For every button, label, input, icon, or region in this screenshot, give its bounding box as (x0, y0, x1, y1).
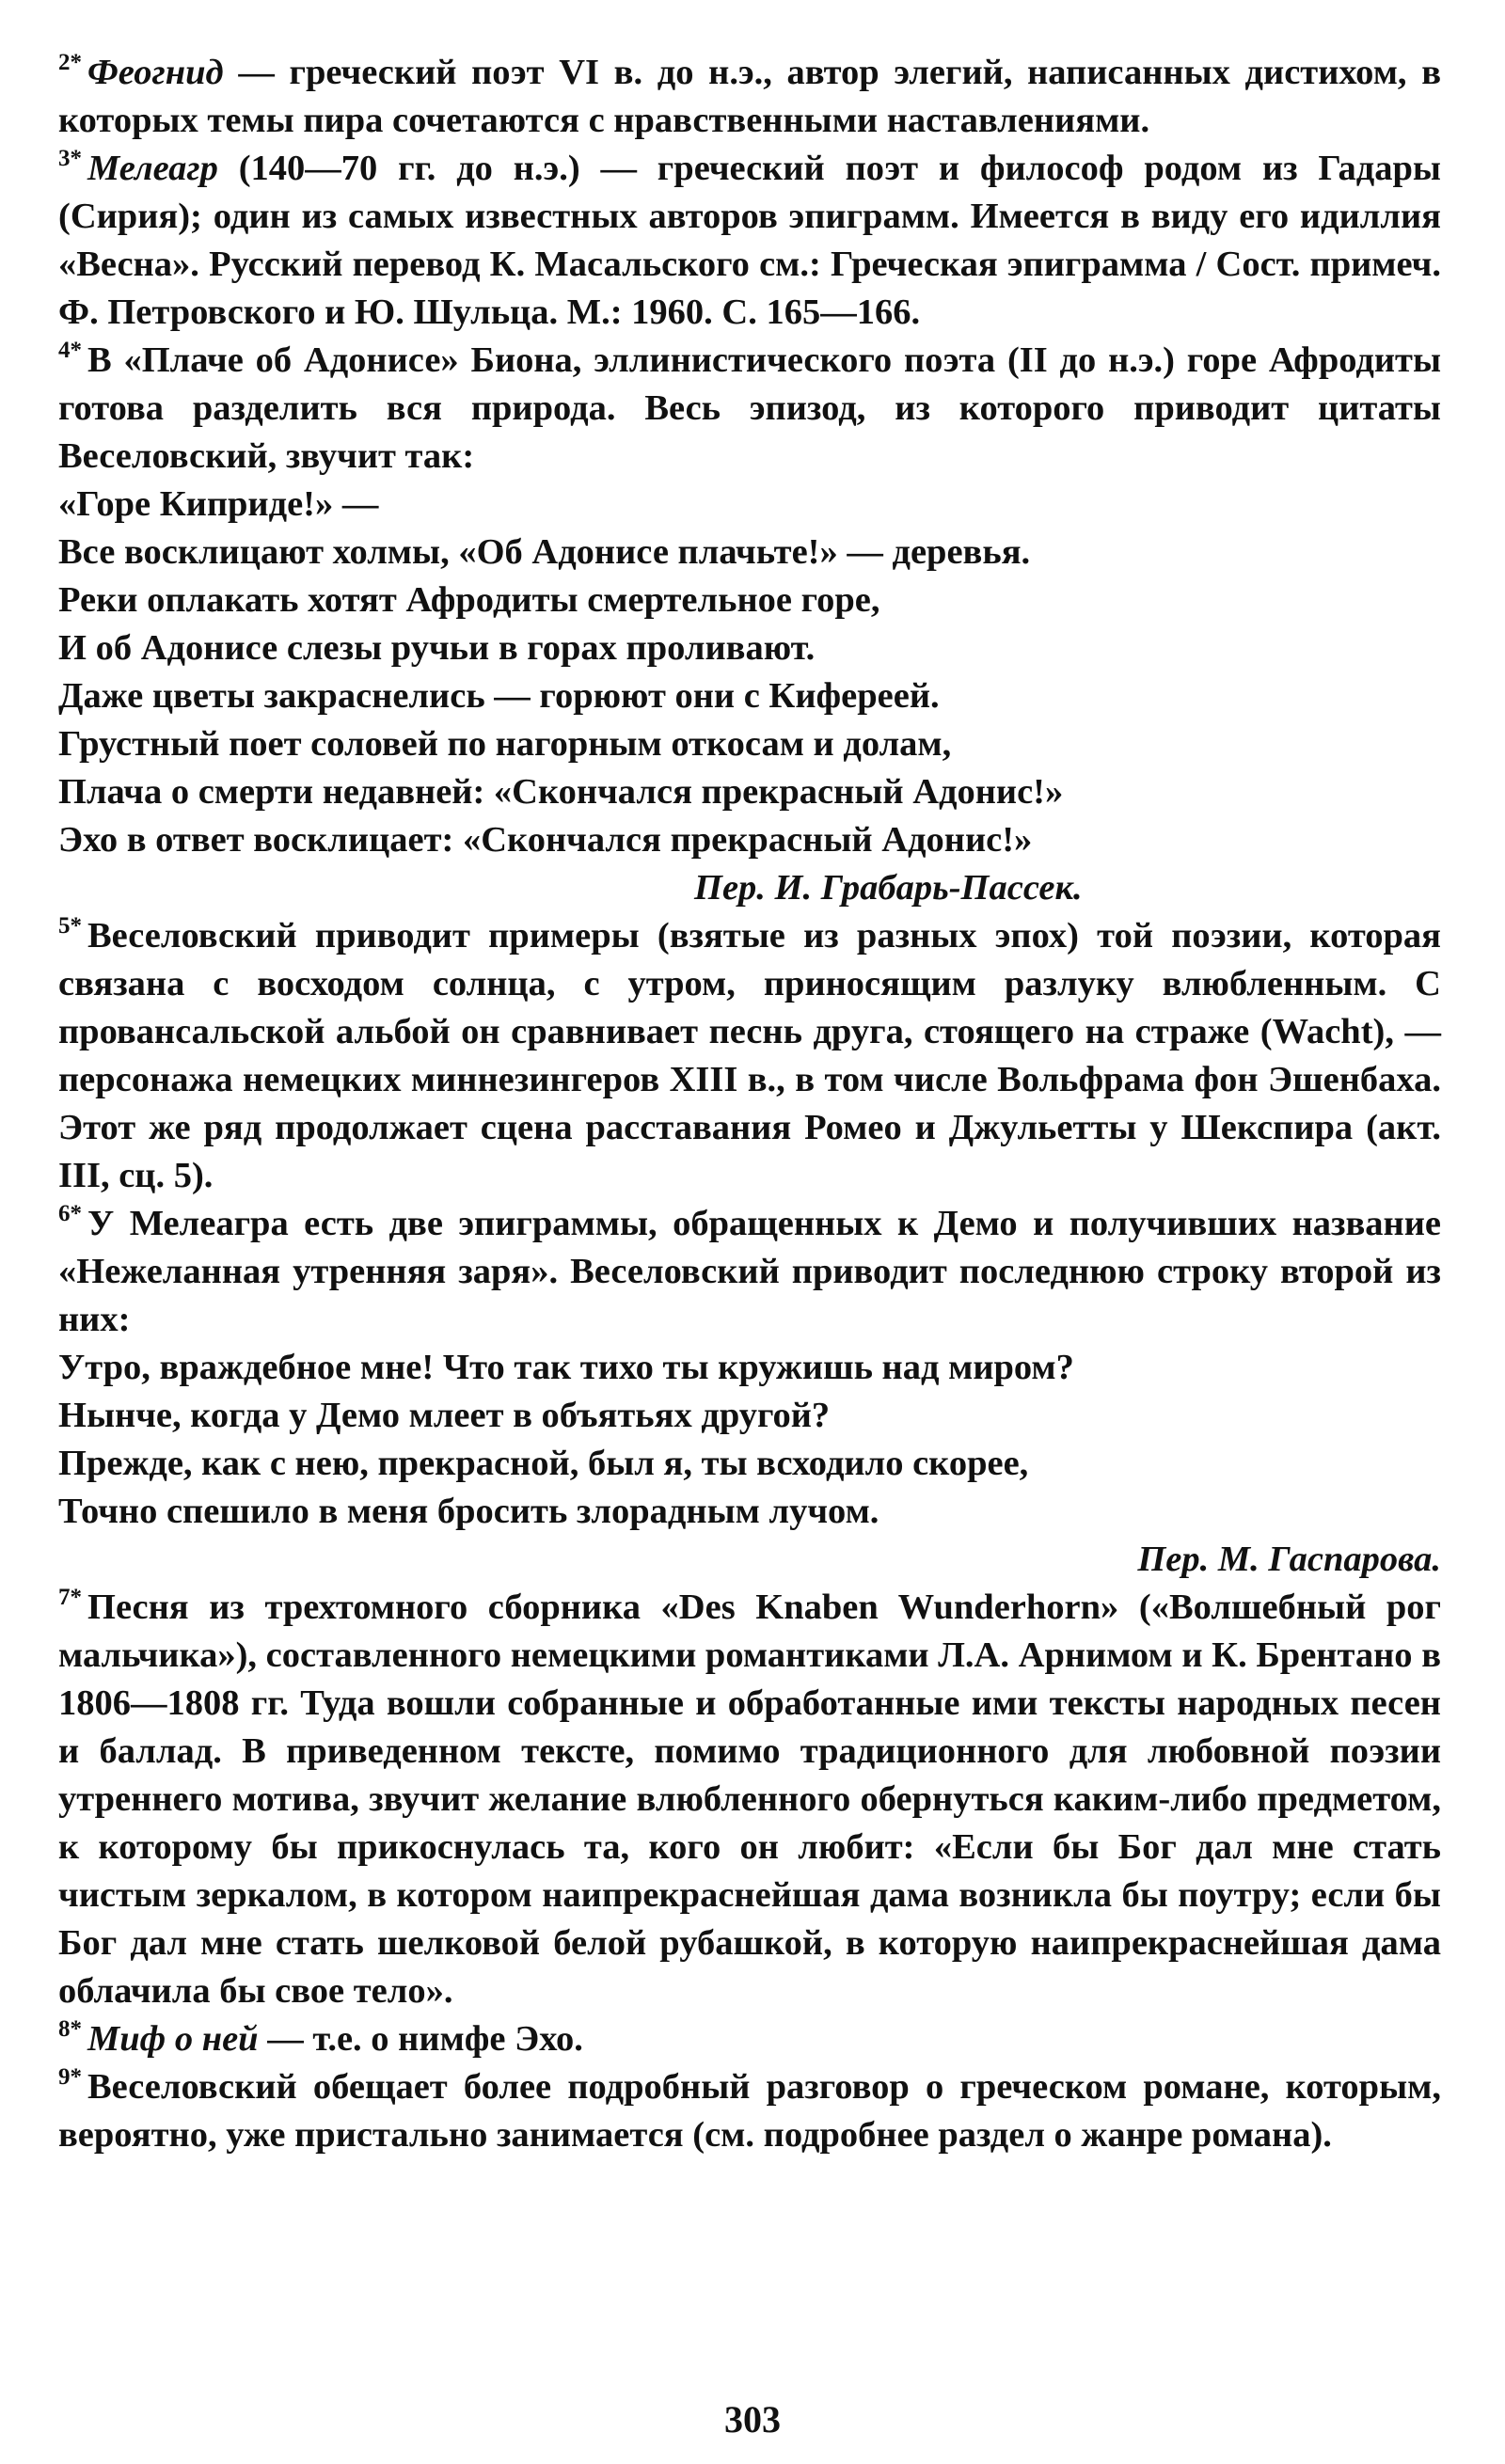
footnote-7 (58, 1584, 1441, 2015)
footnote-term: Миф о ней (87, 2019, 259, 2059)
footnote-text: Песня из трехтомного сборника «Des Knaben Wunderhorn» («Волшебный рог мальчика»), составленного немецкими романтиками Л.А. Арнимом и К. Брентано в 1806—1808 гг. Туда вошли собранные и обработанные ими тексты народных песен и баллад. В приведенном тексте, помимо традиционного для любовной поэзии утреннего мотива, звучит желание влюбленного обернуться каким-либо предметом, к которому бы прикоснулась та, кого он любит: «Если бы Бог дал мне стать чистым зеркалом, в котором наипрекраснейшая дама возникла бы поутру; если бы Бог дал мне стать шелковой белой рубашкой, в которую наипрекраснейшая дама облачила бы свое тело». (58, 1587, 1441, 2011)
verse-line: Все восклицают холмы, «Об Адонисе плачьте!» — деревья. (58, 532, 1031, 572)
translator-credit: Пер. И. Грабарь-Пассек. (694, 868, 1083, 908)
footnote-marker: 7* (58, 1585, 82, 1610)
footnote-marker: 6* (58, 1201, 82, 1226)
footnote-2 (58, 49, 1441, 145)
footnote-text: Веселовский приводит примеры (взятые из разных эпох) той поэзии, которая связана с восходом солнца, с утром, приносящим разлуку влюбленным. С провансальской альбой он сравнивает песнь друга, стоящего на страже (Wacht), — персонажа немецких миннезингеров XIII в., в том числе Вольфрама фон Эшенбаха. Этот же ряд продолжает сцена расставания Ромео и Джульетты у Шекспира (акт. III, сц. 5). (58, 916, 1441, 1195)
footnote-text: — греческий поэт VI в. до н.э., автор элегий, написанных дистихом, в которых темы пира сочетаются с нравственными наставлениями. (58, 53, 1441, 140)
verse-line: Даже цветы закраснелись — горюют они с Киферeей. (58, 676, 940, 716)
footnote-marker: 2* (58, 50, 82, 75)
footnote-text: Веселовский обещает более подробный разговор о греческом романе, которым, вероятно, уже пристально занимается (см. подробнее раздел о жанре романа). (58, 2067, 1441, 2155)
footnote-text: В «Плаче об Адонисе» Биона, эллинистического поэта (II до н.э.) горе Афродиты готова разделить вся природа. Весь эпизод, из которого приводит цитаты Веселовский, звучит так: (58, 340, 1441, 476)
verse-line: Прежде, как с нею, прекрасной, был я, ты всходило скорее, (58, 1444, 1029, 1483)
footnote-6 (58, 1200, 1441, 1344)
footnote-text: (140—70 гг. до н.э.) — греческий поэт и философ родом из Гадары (Сирия); один из самых известных авторов эпиграмм. Имеется в виду его идиллия «Весна». Русский перевод К. Масальского см.: Греческая эпиграмма / Сост. примеч. Ф. Петровского и Ю. Шульца. М.: 1960. С. 165—166. (58, 149, 1441, 332)
verse-line: Реки оплакать хотят Афродиты смертельное горе, (58, 580, 880, 620)
footnote-term: Мелеагр (87, 149, 218, 188)
verse-quote-bion (58, 481, 1441, 864)
footnote-term: Феогнид (87, 53, 224, 92)
footnote-text: У Мелеагра есть две эпиграммы, обращенных к Демо и получивших название «Нежеланная утренняя заря». Веселовский приводит последнюю строку второй из них: (58, 1204, 1441, 1339)
footnote-text: — т.е. о нимфе Эхо. (258, 2019, 583, 2059)
verse-line: Эхо в ответ восклицает: «Скончался прекрасный Адонис!» (58, 820, 1033, 860)
verse-line: И об Адонисе слезы ручьи в горах проливают. (58, 628, 816, 668)
footnote-marker: 3* (58, 146, 82, 171)
verse-line: Утро, враждебное мне! Что так тихо ты кружишь над миром? (58, 1348, 1074, 1387)
footnote-4 (58, 337, 1441, 481)
page-number: 303 (724, 2398, 781, 2440)
verse-line: Грустный поет соловей по нагорным откосам и долам, (58, 724, 952, 764)
verse-quote-meleager (58, 1344, 1441, 1536)
footnote-9 (58, 2063, 1441, 2159)
footnote-marker: 4* (58, 338, 82, 363)
translator-credit: Пер. М. Гаспарова. (1137, 1540, 1441, 1579)
verse-line: Нынче, когда у Демо млеет в объятьях другой? (58, 1396, 831, 1435)
footnote-marker: 8* (58, 2016, 82, 2042)
footnote-marker: 5* (58, 913, 82, 939)
footnote-3 (58, 145, 1441, 337)
footnote-marker: 9* (58, 2064, 82, 2090)
footnote-8 (58, 2015, 1441, 2063)
verse-line: Точно спешило в меня бросить злорадным лучом. (58, 1492, 879, 1531)
verse-line: «Горе Киприде!» — (58, 484, 379, 524)
verse-line: Плача о смерти недавней: «Скончался прекрасный Адонис!» (58, 772, 1064, 812)
footnote-5 (58, 912, 1441, 1200)
